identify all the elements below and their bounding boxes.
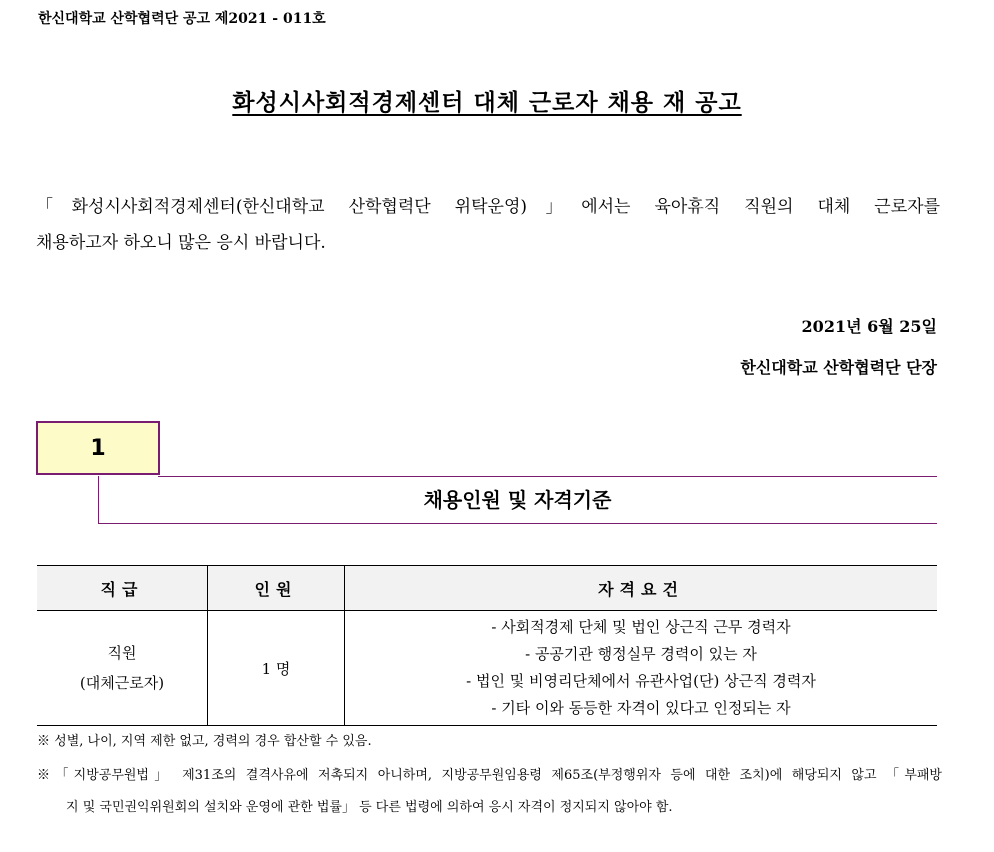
section-number: 1 [90,435,106,461]
notice-number: 한신대학교 산학협력단 공고 제2021 - 011호 [38,11,326,27]
qualification-item: - 사회적경제 단체 및 법인 상근직 근무 경력자 [491,618,791,636]
header-headcount: 인원 [208,566,345,611]
table-header-row [37,566,937,611]
section-divider-bottom [98,523,937,524]
qualification-item: - 공공기관 행정실무 경력이 있는 자 [525,645,757,663]
notice-date: 2021년 6월 25일 [801,317,937,336]
intro-line-1: 「화성시사회적경제센터(한신대학교 산학협력단 위탁운영)」에서는 육아휴직 직원의 대체 근로자를 [36,197,940,217]
table-row [37,611,937,726]
qualifications-cell [345,611,938,726]
note-disqualification-line-1: ※「지방공무원법」 제31조의 결격사유에 저촉되지 아니하며, 지방공무원임용령 제65조(부정행위자 등에 대한 조치)에 해당되지 않고 「부패방 [37,768,942,783]
section-divider-top [158,476,937,477]
page-title: 화성시사회적경제센터 대체 근로자 채용 재 공고 [232,89,742,116]
requirements-table [37,565,937,726]
header-position: 직급 [37,566,208,611]
position-cell [37,611,208,726]
qualification-item: - 법인 및 비영리단체에서 유관사업(단) 상근직 경력자 [466,672,816,690]
section-title: 채용인원 및 자격기준 [423,488,612,512]
header-qualifications: 자격요건 [345,566,938,611]
note-eligibility: ※ 성별, 나이, 지역 제한 없고, 경력의 경우 합산할 수 있음. [37,734,372,749]
qualification-item: - 기타 이와 동등한 자격이 있다고 인정되는 자 [491,699,791,717]
headcount-cell: 1 명 [208,611,345,726]
position-title: 직원 [107,644,137,662]
position-subtitle: (대체근로자) [79,674,165,692]
issuer-name: 한신대학교 산학협력단 단장 [740,358,937,377]
intro-line-2: 채용하고자 하오니 많은 응시 바랍니다. [36,233,326,253]
note-disqualification-line-2: 지 및 국민권익위원회의 설치와 운영에 관한 법률」 등 다른 법령에 의하여 응시 자격이 정지되지 않아야 함. [66,800,673,815]
section-number-box [36,421,160,475]
